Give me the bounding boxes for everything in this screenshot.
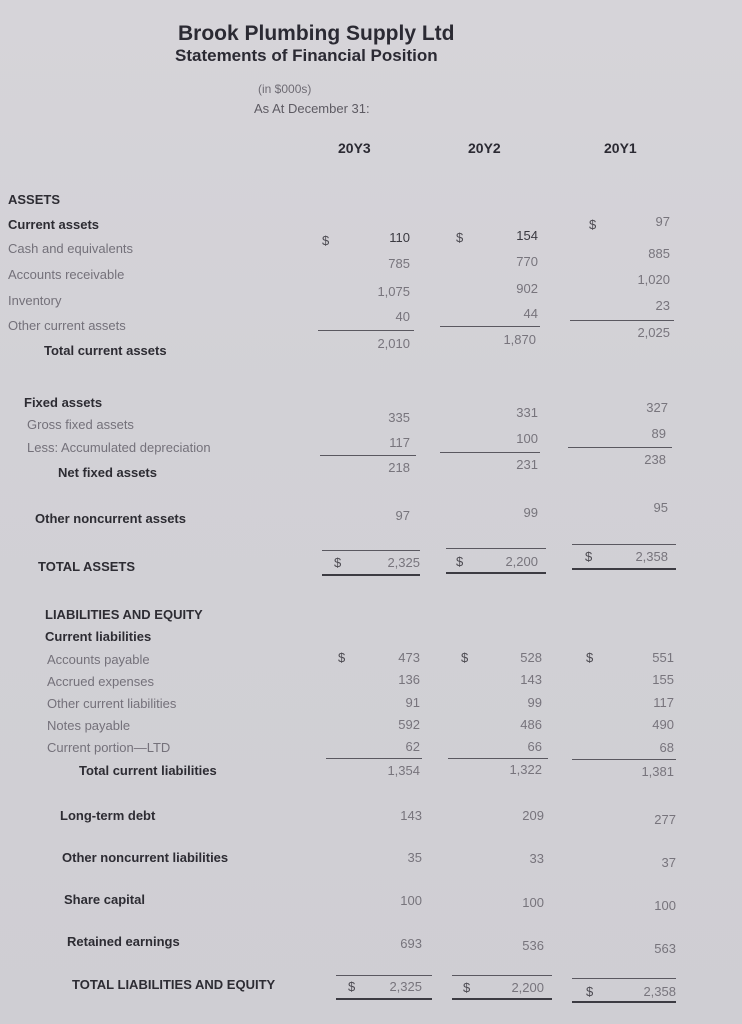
total-rule-double [572,568,676,570]
gross-fixed-label: Gross fixed assets [27,417,134,432]
total-current-liabilities-20y2: 1,322 [509,762,542,777]
long-term-debt-20y2: 209 [522,808,544,823]
total-current-assets-20y1: 2,025 [637,325,670,340]
subtotal-rule [568,447,672,448]
net-fixed-20y1: 238 [644,452,666,467]
subtotal-rule [570,320,674,321]
dollar-sign: $ [322,233,330,248]
as-at-date: As At December 31: [254,101,370,116]
year-header-20y1: 20Y1 [604,140,637,156]
total-rule-top [452,975,552,976]
total-rule-double [572,1001,676,1003]
inventory-20y2: 902 [516,281,538,296]
net-fixed-20y2: 231 [516,457,538,472]
other-current-liabilities-20y1: 117 [653,695,674,710]
notes-payable-20y1: 490 [652,717,674,732]
inventory-label: Inventory [8,293,62,308]
share-capital-20y1: 100 [654,898,676,913]
retained-earnings-label: Retained earnings [67,934,180,949]
dollar-sign: $ [586,650,594,665]
other-current-liabilities-20y2: 99 [527,695,542,710]
dollar-sign: $ [461,650,469,665]
share-capital-20y3: 100 [400,893,422,908]
total-rule-top [572,978,676,979]
subtotal-rule [440,452,540,453]
dollar-sign: $ [585,549,593,564]
ltd-current-label: Current portion—LTD [47,740,171,755]
ltd-current-20y2: 66 [527,739,542,754]
dollar-sign: $ [338,650,346,665]
total-assets-20y1: 2,358 [635,549,668,564]
cash-label: Cash and equivalents [8,241,134,256]
other-current-assets-label: Other current assets [8,318,126,333]
retained-earnings-20y2: 536 [522,938,544,953]
notes-payable-label: Notes payable [47,718,131,733]
dollar-sign: $ [589,217,597,232]
subtotal-rule [326,758,422,759]
total-assets-20y2: 2,200 [505,554,538,569]
total-liabilities-equity-20y2: 2,200 [511,980,544,995]
other-noncurrent-liabilities-label: Other noncurrent liabilities [62,850,229,865]
inventory-20y3: 1,075 [377,284,410,299]
total-rule-top [322,550,420,551]
notes-payable-20y3: 592 [398,717,420,732]
dollar-sign: $ [456,230,464,245]
accum-dep-label: Less: Accumulated depreciation [27,440,211,455]
cash-20y2: 154 [516,228,538,243]
long-term-debt-label: Long-term debt [60,808,156,823]
total-liabilities-equity-20y3: 2,325 [389,979,422,994]
units-note: (in $000s) [258,82,312,96]
other-noncurrent-liabilities-20y2: 33 [529,851,544,866]
ltd-current-20y3: 62 [405,739,420,754]
other-noncurrent-assets-label: Other noncurrent assets [35,511,186,526]
net-fixed-20y3: 218 [388,460,410,475]
total-rule-top [336,975,432,976]
payable-20y3: 473 [398,650,420,665]
accum-dep-20y3: 117 [389,435,410,450]
retained-earnings-20y1: 563 [654,941,676,956]
company-name: Brook Plumbing Supply Ltd [178,22,455,45]
payable-20y1: 551 [652,650,674,665]
payable-label: Accounts payable [47,652,150,667]
receivable-20y2: 770 [516,254,538,269]
share-capital-20y2: 100 [522,895,544,910]
cash-20y1: 97 [655,214,670,229]
total-liabilities-equity-20y1: 2,358 [643,984,676,999]
receivable-label: Accounts receivable [8,267,125,282]
dollar-sign: $ [463,980,471,995]
retained-earnings-20y3: 693 [400,936,422,951]
dollar-sign: $ [456,554,464,569]
payable-20y2: 528 [520,650,542,665]
year-header-20y2: 20Y2 [468,140,501,156]
other-current-assets-20y1: 23 [655,298,670,313]
total-liabilities-equity-label: TOTAL LIABILITIES AND EQUITY [72,977,276,992]
other-noncurrent-assets-20y3: 97 [395,508,410,523]
accrued-label: Accrued expenses [47,674,154,689]
total-rule-double [336,998,432,1000]
inventory-20y1: 1,020 [637,272,670,287]
net-fixed-label: Net fixed assets [58,465,157,480]
total-rule-double [452,998,552,1000]
gross-fixed-20y3: 335 [388,410,410,425]
other-current-liabilities-20y3: 91 [405,695,420,710]
accrued-20y3: 136 [398,672,420,687]
total-current-liabilities-20y3: 1,354 [387,763,420,778]
subtotal-rule [440,326,540,327]
other-noncurrent-assets-20y2: 99 [523,505,538,520]
assets-heading: ASSETS [8,192,61,207]
gross-fixed-20y1: 327 [646,400,668,415]
total-current-assets-20y2: 1,870 [503,332,536,347]
total-current-liabilities-label: Total current liabilities [79,763,217,778]
other-current-assets-20y3: 40 [395,309,410,324]
long-term-debt-20y3: 143 [400,808,422,823]
current-assets-heading: Current assets [8,217,100,232]
dollar-sign: $ [348,979,356,994]
accrued-20y2: 143 [520,672,542,687]
current-liabilities-heading: Current liabilities [45,629,152,644]
share-capital-label: Share capital [64,892,145,907]
long-term-debt-20y1: 277 [654,812,676,827]
cash-20y3: 110 [389,230,410,245]
total-current-liabilities-20y1: 1,381 [641,764,674,779]
other-current-liabilities-label: Other current liabilities [47,696,177,711]
subtotal-rule [448,758,548,759]
other-noncurrent-liabilities-20y1: 37 [661,855,676,870]
dollar-sign: $ [586,984,594,999]
gross-fixed-20y2: 331 [516,405,538,420]
ltd-current-20y1: 68 [659,740,674,755]
other-noncurrent-liabilities-20y3: 35 [407,850,422,865]
other-noncurrent-assets-20y1: 95 [653,500,668,515]
accum-dep-20y2: 100 [516,431,538,446]
notes-payable-20y2: 486 [520,717,542,732]
subtotal-rule [572,759,676,760]
total-current-assets-label: Total current assets [44,343,167,358]
total-rule-top [572,544,676,545]
dollar-sign: $ [334,555,342,570]
year-header-20y3: 20Y3 [338,140,371,156]
total-current-assets-20y3: 2,010 [377,336,410,351]
liabilities-heading: LIABILITIES AND EQUITY [45,607,203,622]
receivable-20y1: 885 [648,246,670,261]
fixed-assets-heading: Fixed assets [24,395,103,410]
other-current-assets-20y2: 44 [523,306,538,321]
total-rule-top [446,548,546,549]
total-assets-20y3: 2,325 [387,555,420,570]
total-rule-double [322,574,420,576]
accrued-20y1: 155 [652,672,674,687]
subtotal-rule [318,330,414,331]
subtotal-rule [320,455,416,456]
total-rule-double [446,572,546,574]
accum-dep-20y1: 89 [651,426,666,441]
receivable-20y3: 785 [388,256,410,271]
statement-title: Statements of Financial Position [175,46,438,65]
total-assets-label: TOTAL ASSETS [38,559,136,574]
